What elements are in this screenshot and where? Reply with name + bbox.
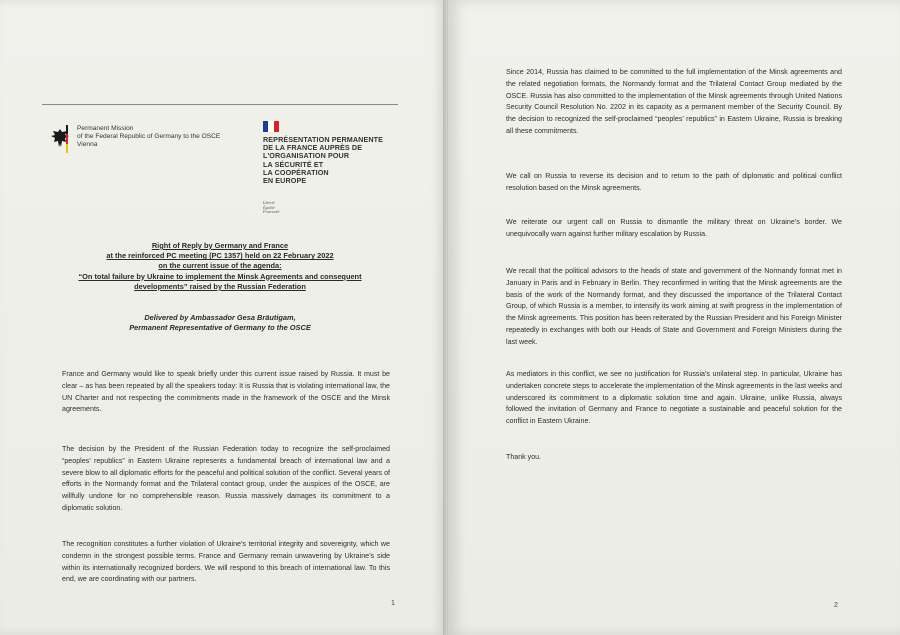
paragraph: The decision by the President of the Russian Federation today to recognize the self-proclaimed “peoples’ republics” in Eastern Ukraine represents a fundamental breach of international law and a severe blow to all diplomatic efforts for the peaceful and political solution of the conflict. Several years of efforts in the Normandy format and the Trilateral contact group, under the auspices of the OSCE, are willfully undone for no comprehensible reason. Russia massively damages its commitment to a diplomatic solution. [62, 445, 390, 512]
title-line: “On total failure by Ukraine to implement the Minsk Agreements and consequent [78, 271, 362, 281]
paragraph: The recognition constitutes a further violation of Ukraine’s territorial integrity and sovereignty, which we condemn in the strongest possible terms. France and Germany remain unwavering by Ukraine’s side within its internationally recognized borders. We will respond to this breach of international law. To this end, we are coordinating with our partners. [62, 540, 390, 584]
german-mission-name: Permanent Mission of the Federal Republic of Germany to the OSCE Vienna [77, 125, 221, 149]
french-marianne-logo [263, 121, 279, 132]
page-left [0, 0, 445, 635]
paragraph: We call on Russia to reverse its decision and to return to the path of diplomatic and political conflict resolution based on the Minsk agreements. [506, 172, 842, 192]
speaker-byline: Delivered by Ambassador Gesa Bräutigam, Permanent Representative of Germany to the OSCE [129, 313, 311, 333]
title-line: on the current issue of the agenda: [158, 261, 282, 271]
french-motto: Liberté Égalité Fraternité [263, 200, 280, 215]
header-rule [42, 104, 398, 105]
paragraph: France and Germany would like to speak briefly under this current issue raised by Russia. It must be clear – as has been repeated by all the speakers today: It is Russia that is violating international law, the UN Charter and not respecting the commitments made in the framework of the OSCE and the Minsk agreements. [62, 370, 390, 414]
closing-line: Thank you. [506, 453, 542, 461]
title-line: Right of Reply by Germany and France [151, 241, 289, 250]
page-right [448, 0, 900, 635]
paragraph: We recall that the political advisors to the heads of state and government of the Normandy format met in January in Paris and in February in Berlin. They reconfirmed in writing that the Minsk agreements are the basis of the work of the Normandy format, and they discussed the importance of the Trilateral Contact Group, of which Russia is a member, to intensify its work aiming at swift progress in the implementation of the Minsk agreements. This position has been reiterated by the Russian President and his Foreign Minister repeatedly in exchanges with both our Heads of State and Government and Foreign Ministers during the last week. [506, 267, 842, 346]
paragraph: Since 2014, Russia has claimed to be committed to the full implementation of the Minsk agreements and the related negotiation formats, the Normandy format and the Trilateral Contact Group mediated by the OSCE. Russia has also committed to the implementation of the Minsk agreements through United Nations Security Council Resolution No. 2202 in its capacity as a permanent member of the Security Council. By the decision to recognized the self-proclaimed “peoples’ republics” in Eastern Ukraine, Russia is breaking all these commitments. [506, 68, 842, 135]
title-line: developments” raised by the Russian Federation [134, 281, 306, 291]
paragraph: We reiterate our urgent call on Russia to dismantle the military threat on Ukraine’s border. We unequivocally warn against further military escalation by Russia. [506, 218, 842, 238]
document-title [70, 241, 370, 292]
german-flag-bar [66, 125, 68, 153]
page-number: 1 [391, 600, 395, 607]
page-number: 2 [834, 602, 838, 609]
french-mission-name: REPRÉSENTATION PERMANENTE DE LA FRANCE AUPRÈS DE L'ORGANISATION POUR LA SÉCURITÉ ET LA COOPÉRATION EN EUROPE [263, 135, 384, 186]
paragraph: As mediators in this conflict, we see no justification for Russia’s unilateral step. In particular, Ukraine has undertaken concrete steps to accelerate the implementation of the Minsk agreements in the last weeks and underscored its commitment to a diplomatic solution time and again. Ukraine, unlike Russia, always followed the invitation of Germany and France to negotiate a sustainable and peaceful solution for the conflict in Eastern Ukraine. [506, 370, 842, 426]
title-line: at the reinforced PC meeting (PC 1357) held on 22 February 2022 [106, 251, 334, 261]
